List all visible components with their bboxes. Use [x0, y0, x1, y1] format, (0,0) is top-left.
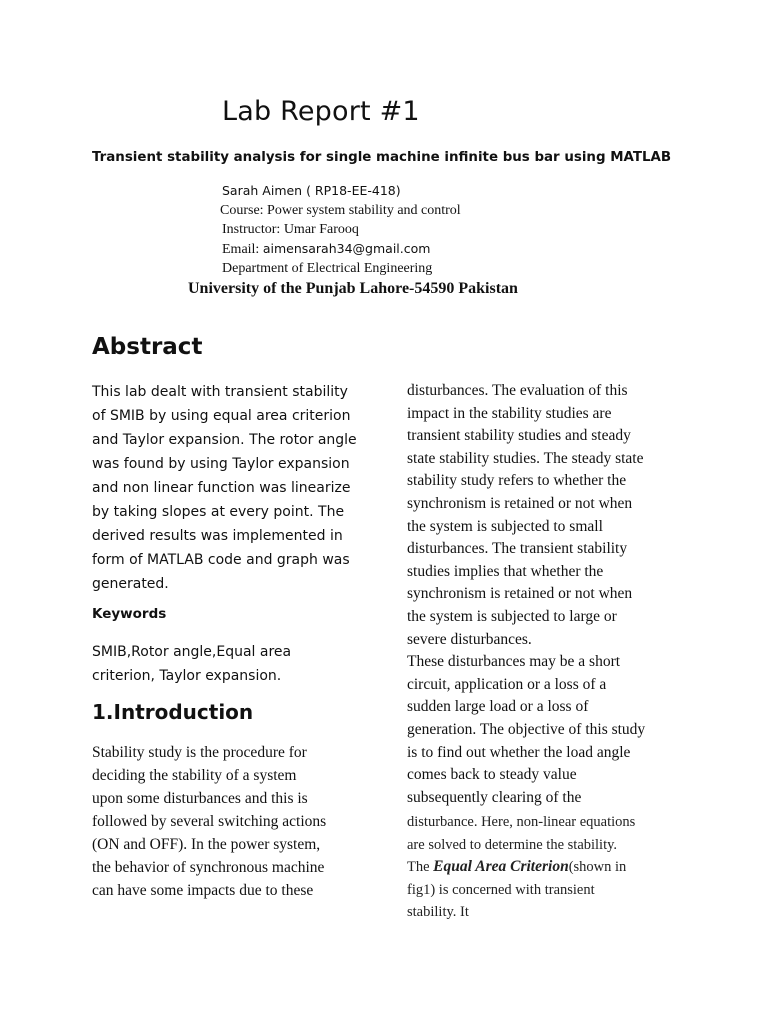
body-line: synchronism is retained or not when: [407, 494, 633, 512]
body-line: stability. It: [407, 904, 469, 921]
body-line: studies implies that whether the: [407, 562, 604, 580]
body-line: circuit, application or a loss of a: [407, 675, 607, 693]
email-address[interactable]: aimensarah34@gmail.com: [262, 241, 431, 256]
body-line: disturbances. The transient stability: [407, 540, 628, 558]
introduction-line: Stability study is the procedure for: [92, 744, 307, 761]
body-line: comes back to steady value: [407, 766, 577, 784]
eac-prefix: The: [407, 859, 434, 876]
introduction-line: (ON and OFF). In the power system,: [92, 836, 321, 853]
keywords-line: SMIB,Rotor angle,Equal area: [92, 644, 292, 660]
abstract-line: and Taylor expansion. The rotor angle: [92, 432, 357, 448]
right-column-body: [407, 380, 707, 924]
body-line: the system is subjected to small: [407, 517, 603, 535]
body-line: severe disturbances.: [407, 630, 532, 648]
keywords-heading: Keywords: [92, 606, 167, 622]
email-line: [222, 241, 430, 258]
abstract-line: was found by using Taylor expansion: [92, 456, 350, 472]
equal-area-criterion-term: Equal Area Criterion: [433, 858, 569, 876]
body-line: synchronism is retained or not when: [407, 585, 633, 603]
introduction-line: can have some impacts due to these: [92, 882, 314, 899]
body-line: disturbance. Here, non-linear equations: [407, 814, 636, 831]
body-line: fig1) is concerned with transient: [407, 881, 595, 898]
body-line: the system is subjected to large or: [407, 607, 617, 625]
author-name: Sarah Aimen ( RP18-EE-418): [222, 183, 401, 198]
abstract-line: generated.: [92, 576, 169, 592]
introduction-line: followed by several switching actions: [92, 813, 327, 830]
body-line: impact in the stability studies are: [407, 404, 612, 422]
eac-suffix: (shown in: [568, 859, 627, 876]
abstract-heading: Abstract: [92, 334, 203, 360]
university-line: University of the Punjab Lahore-54590 Pakistan: [188, 280, 518, 297]
department-line: Department of Electrical Engineering: [222, 261, 433, 276]
abstract-line: derived results was implemented in: [92, 528, 343, 544]
abstract-line: form of MATLAB code and graph was: [92, 552, 350, 568]
keywords-body: [92, 640, 372, 688]
eac-line: [407, 856, 707, 879]
abstract-body: [92, 380, 372, 596]
introduction-line: the behavior of synchronous machine: [92, 859, 325, 876]
report-subtitle: Transient stability analysis for single machine infinite bus bar using MATLAB: [92, 150, 672, 165]
abstract-line: and non linear function was linearize: [92, 480, 351, 496]
body-line: disturbances. The evaluation of this: [407, 382, 628, 399]
keywords-line: criterion, Taylor expansion.: [92, 668, 282, 684]
introduction-line: deciding the stability of a system: [92, 767, 297, 784]
body-line: transient stability studies and steady: [407, 427, 631, 445]
abstract-line: by taking slopes at every point. The: [92, 504, 345, 520]
introduction-body: [92, 741, 367, 902]
body-line: These disturbances may be a short: [407, 653, 621, 671]
body-line: sudden large load or a loss of: [407, 698, 589, 716]
introduction-heading: 1.Introduction: [92, 700, 254, 724]
instructor-line: Instructor: Umar Farooq: [222, 222, 359, 237]
body-line: state stability studies. The steady state: [407, 449, 644, 467]
body-line: stability study refers to whether the: [407, 472, 627, 490]
course-line: Course: Power system stability and control: [220, 203, 461, 218]
body-line: are solved to determine the stability.: [407, 836, 618, 853]
body-line: subsequently clearing of the: [407, 788, 582, 806]
email-label: Email:: [222, 242, 263, 257]
abstract-line: This lab dealt with transient stability: [92, 384, 348, 400]
abstract-line: of SMIB by using equal area criterion: [92, 408, 351, 424]
body-line: generation. The objective of this study: [407, 720, 646, 738]
body-line: is to find out whether the load angle: [407, 743, 631, 761]
introduction-line: upon some disturbances and this is: [92, 790, 308, 807]
report-title: Lab Report #1: [222, 96, 420, 127]
